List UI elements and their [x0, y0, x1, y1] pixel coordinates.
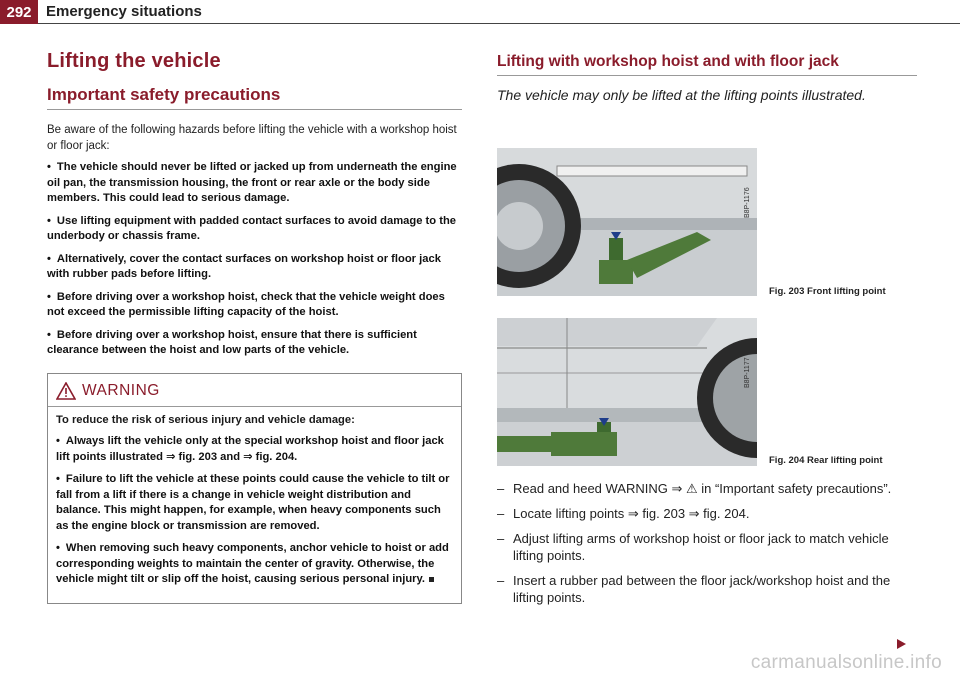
caption-text: Rear lifting point [807, 455, 883, 466]
page-number: 292 [0, 0, 38, 24]
figure-caption-204 [769, 455, 882, 466]
header-rule [38, 23, 960, 24]
section-title: Important safety precautions [47, 85, 462, 110]
intro-text: Be aware of the following hazards before lifting the vehicle with a workshop hoist or floor jack: [47, 124, 457, 152]
step-item: – Locate lifting points ⇒ fig. 203 ⇒ fig. 204. [497, 505, 907, 522]
warning-intro: To reduce the risk of serious injury and vehicle damage: [56, 413, 355, 426]
right-section-title: Lifting with workshop hoist and with floor jack [497, 52, 917, 76]
warning-box [47, 373, 462, 604]
warning-item: • Always lift the vehicle only at the special workshop hoist and floor jack lift points illustrated ⇒ fig. 203 and ⇒ fig. 204. [56, 434, 453, 465]
hazard-item: • Before driving over a workshop hoist, ensure that there is sufficient clearance between the hoist and low parts of the vehicle. [47, 328, 462, 359]
hazard-item: • Use lifting equipment with padded contact surfaces to avoid damage to the underbody or chassis frame. [47, 214, 462, 245]
continue-arrow-icon [895, 638, 907, 650]
procedure-steps [497, 480, 907, 614]
hazard-item: • Before driving over a workshop hoist, check that the vehicle weight does not exceed the permissible lifting capacity of the hoist. [47, 290, 462, 321]
hazard-item: • The vehicle should never be lifted or jacked up from underneath the engine oil pan, the transmission housing, the front or rear axle or the body side members. This could lead to serious damage. [47, 160, 462, 207]
watermark: carmanualsonline.info [750, 652, 942, 673]
end-of-section-icon [429, 577, 434, 582]
hazard-list [47, 160, 462, 359]
warning-item: • When removing such heavy components, anchor vehicle to hoist or add corresponding weights to maintain the center of gravity. Otherwise, the vehicle might tilt or slip off the hoist, causing serious personal injury. [56, 541, 453, 588]
figure-code: B8P-1176 [744, 187, 751, 218]
right-column [497, 52, 917, 605]
caption-text: Front lifting point [807, 286, 886, 297]
lead-text: The vehicle may only be lifted at the lifting points illustrated. [497, 87, 866, 103]
warning-header [48, 374, 461, 407]
front-lifting-figure [497, 148, 757, 296]
step-item: – Insert a rubber pad between the floor jack/workshop hoist and the lifting points. [497, 572, 907, 606]
left-column [47, 50, 462, 604]
step-item: – Read and heed WARNING ⇒ ⚠ in “Important safety precautions”. [497, 480, 907, 497]
figure-caption-203 [769, 286, 886, 297]
rear-lifting-figure [497, 318, 757, 466]
chapter-title: Emergency situations [46, 3, 202, 20]
caption-number: Fig. 203 [769, 286, 805, 297]
warning-body [48, 407, 461, 603]
step-item: – Adjust lifting arms of workshop hoist or floor jack to match vehicle lifting points. [497, 530, 907, 564]
hazard-item: • Alternatively, cover the contact surfaces on workshop hoist or floor jack with rubber pads before lifting. [47, 252, 462, 283]
warning-triangle-icon [56, 382, 76, 400]
page-title: Lifting the vehicle [47, 50, 221, 72]
caption-number: Fig. 204 [769, 455, 805, 466]
warning-title: WARNING [82, 381, 160, 399]
front-lifting-illustration [497, 148, 757, 296]
figure-code: B8P-1177 [744, 357, 751, 388]
rear-lifting-illustration [497, 318, 757, 466]
warning-item: • Failure to lift the vehicle at these points could cause the vehicle to tilt or fall from a lift if there is a change in vehicle weight distribution and balance. This might happen, for example, when heavy components such as the engine block or transmission are removed. [56, 472, 453, 534]
